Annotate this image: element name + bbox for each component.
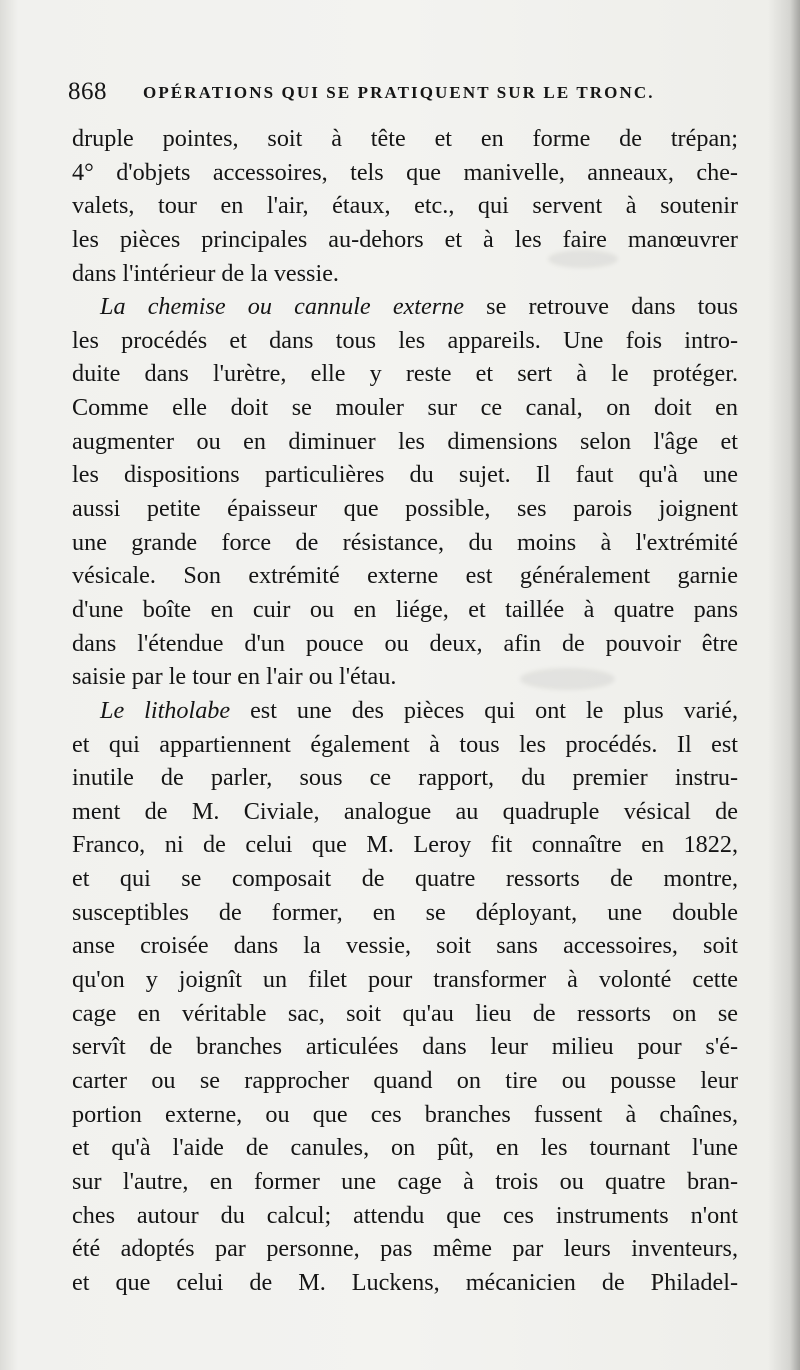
text-line: Franco, ni de celui que M. Leroy fit connaître en 1822, <box>72 831 738 859</box>
paragraph-start-chemise <box>72 290 738 324</box>
text-line: qu'on y joignît un filet pour transformer à volonté cette <box>72 966 738 994</box>
italic-term-chemise: La chemise ou cannule externe <box>100 293 464 321</box>
text-line: les procédés et dans tous les appareils. Une fois intro- <box>72 326 738 354</box>
page-header <box>68 78 708 110</box>
text-line: d'une boîte en cuir ou en liége, et taillée à quatre pans <box>72 595 738 623</box>
text-line: susceptibles de former, en se déployant, une double <box>72 898 738 926</box>
text-line: et qui appartiennent également à tous les procédés. Il est <box>72 730 738 758</box>
text-line: inutile de parler, sous ce rapport, du premier instru- <box>72 764 738 792</box>
text-line: cage en véritable sac, soit qu'au lieu de ressorts on se <box>72 999 738 1027</box>
text-line: dans l'intérieur de la vessie. <box>72 259 339 287</box>
text-line: et qui se composait de quatre ressorts de montre, <box>72 865 738 893</box>
text-fragment: se retrouve dans tous <box>486 293 739 321</box>
text-fragment: est une des pièces qui ont le plus varié, <box>250 696 738 724</box>
text-line: ment de M. Civiale, analogue au quadruple vésical de <box>72 797 738 825</box>
text-line: carter ou se rapprocher quand on tire ou pousse leur <box>72 1066 738 1094</box>
text-line: les pièces principales au-dehors et à les faire manœuvrer <box>72 225 738 253</box>
page-edge-shadow <box>790 0 800 1370</box>
page-number: 868 <box>68 78 107 105</box>
text-line: aussi petite épaisseur que possible, ses parois joignent <box>72 495 738 523</box>
text-line: les dispositions particulières du sujet. Il faut qu'à une <box>72 461 738 489</box>
text-line: ches autour du calcul; attendu que ces instruments n'ont <box>72 1201 738 1229</box>
running-head: OPÉRATIONS QUI SE PRATIQUENT SUR LE TRONC. <box>143 83 655 102</box>
text-line: 4° d'objets accessoires, tels que manivelle, anneaux, che- <box>72 158 738 186</box>
text-line: anse croisée dans la vessie, soit sans accessoires, soit <box>72 932 738 960</box>
text-line: Comme elle doit se mouler sur ce canal, on doit en <box>72 394 738 422</box>
text-line: sur l'autre, en former une cage à trois ou quatre bran- <box>72 1167 738 1195</box>
paragraph-start-litholabe <box>72 694 738 728</box>
text-line: duite dans l'urètre, elle y reste et sert à le protéger. <box>72 360 738 388</box>
text-line: dans l'étendue d'un pouce ou deux, afin de pouvoir être <box>72 629 738 657</box>
text-line: et qu'à l'aide de canules, on pût, en les tournant l'une <box>72 1134 738 1162</box>
body-text <box>72 122 738 1299</box>
text-line: saisie par le tour en l'air ou l'étau. <box>72 663 397 691</box>
text-line: vésicale. Son extrémité externe est généralement garnie <box>72 562 738 590</box>
text-line: et que celui de M. Luckens, mécanicien de Philadel- <box>72 1268 738 1296</box>
text-line: une grande force de résistance, du moins à l'extrémité <box>72 528 738 556</box>
text-line: valets, tour en l'air, étaux, etc., qui servent à soutenir <box>72 192 738 220</box>
text-line: été adoptés par personne, pas même par leurs inventeurs, <box>72 1235 738 1263</box>
text-line: portion externe, ou que ces branches fussent à chaînes, <box>72 1100 738 1128</box>
text-line: servît de branches articulées dans leur milieu pour s'é- <box>72 1033 738 1061</box>
italic-term-litholabe: Le litholabe <box>100 696 231 724</box>
text-line: augmenter ou en diminuer les dimensions selon l'âge et <box>72 427 738 455</box>
text-line: druple pointes, soit à tête et en forme de trépan; <box>72 125 738 152</box>
